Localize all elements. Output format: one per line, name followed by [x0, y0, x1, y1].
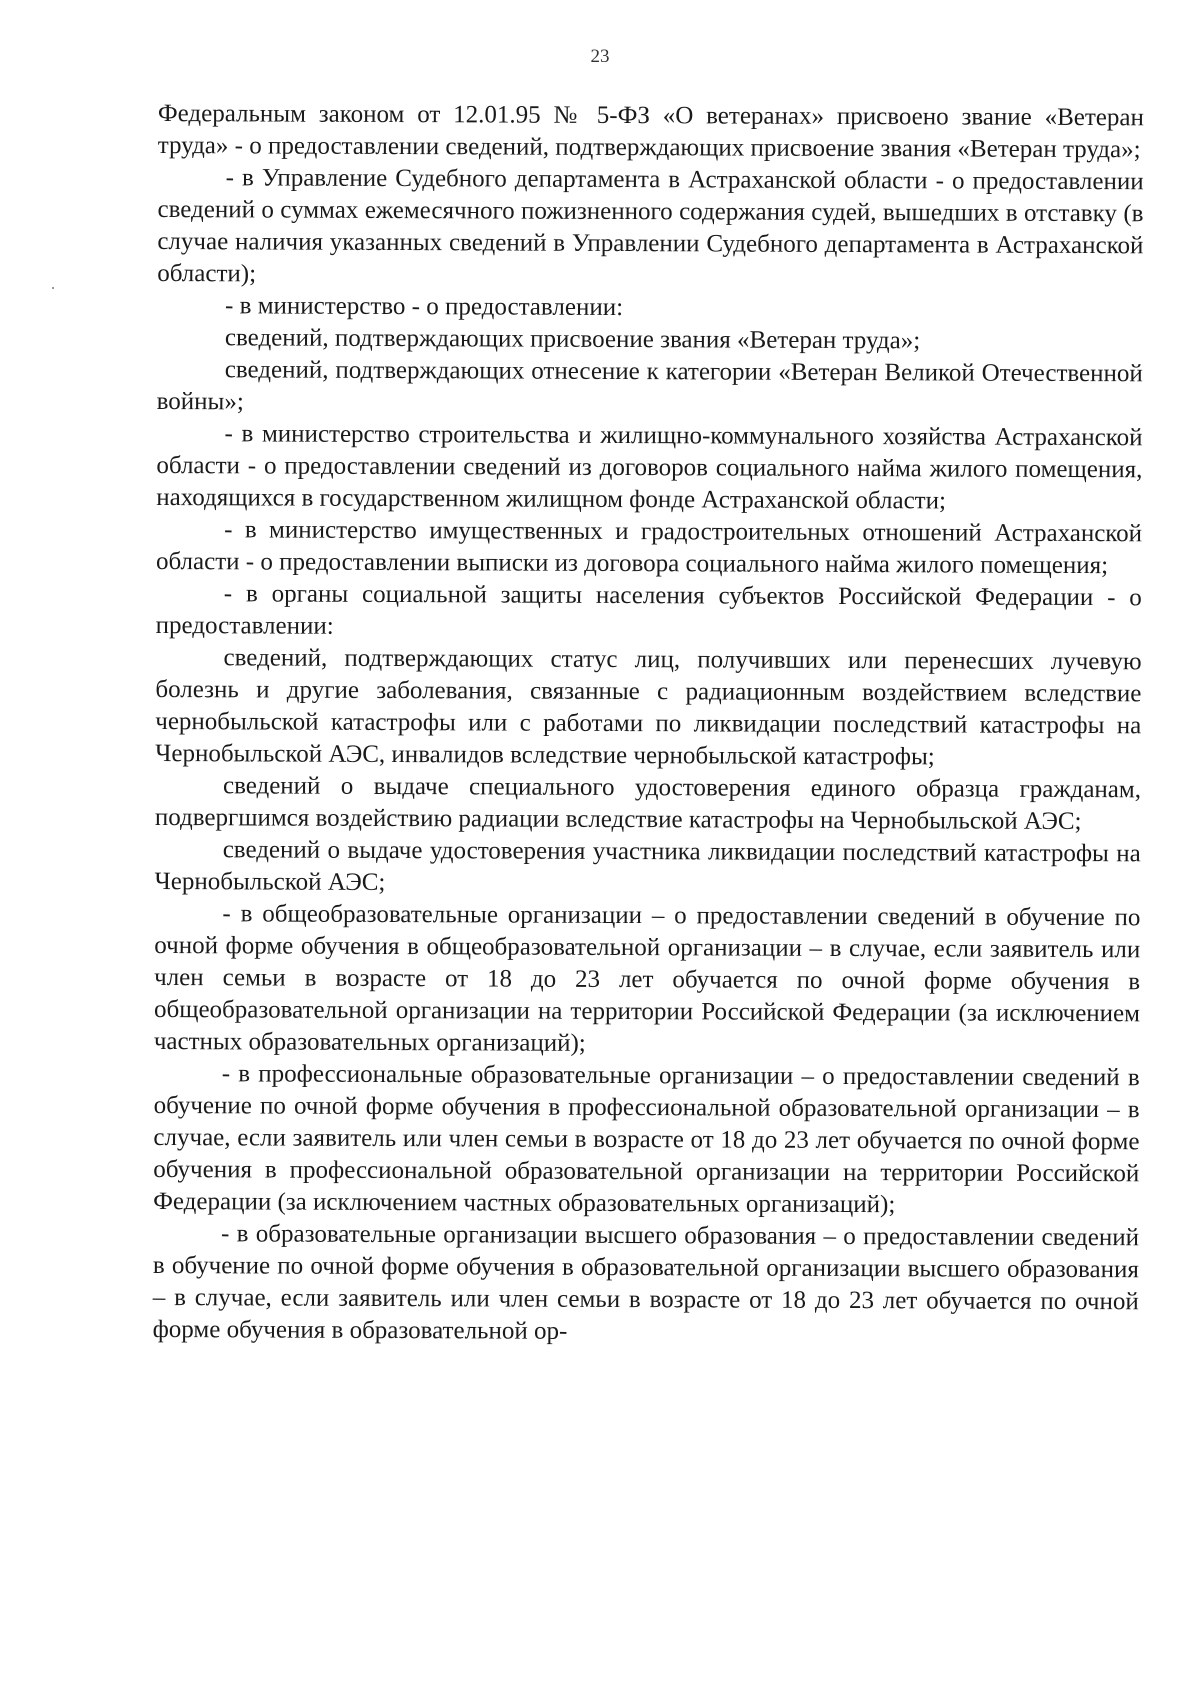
document-body — [153, 98, 1144, 1350]
paragraph-8: - в органы социальной защиты населения субъектов Российской Федерации - о предоставлении: — [155, 580, 1142, 640]
paragraph-4: сведений, подтверждающих присвоение звания «Ветеран труда»; — [224, 324, 921, 355]
page-number: 23 — [590, 46, 610, 67]
paragraph-10: сведений о выдаче специального удостоверения единого образца гражданам, подвергшимся воздействию радиации вследствие катастрофы на Чернобыльской АЭС; — [154, 772, 1142, 836]
paragraph-14: - в образовательные организации высшего образования – о предоставлении сведений в обучение по очной форме обучения в образовательной организации высшего образования – в случае, если заявитель или член семьи в возрасте от 18 до 23 лет обучается по очной форме обучения в образовательной ор- — [152, 1220, 1140, 1345]
paragraph-1: Федеральным законом от 12.01.95 № 5-ФЗ «О ветеранах» присвоено звание «Ветеран труда» - о предоставлении сведений, подтверждающих присвоение звания «Ветеран труда»; — [157, 99, 1144, 164]
scan-speck — [52, 287, 54, 289]
paragraph-5: сведений, подтверждающих отнесение к категории «Ветеран Великой Отечественной войны»; — [156, 356, 1143, 416]
paragraph-3: - в министерство - о предоставлении: — [225, 292, 624, 322]
paragraph-11: сведений о выдаче удостоверения участника ликвидации последствий катастрофы на Чернобыльской АЭС; — [154, 836, 1141, 896]
paragraph-6: - в министерство строительства и жилищно-коммунального хозяйства Астраханской области - о предоставлении сведений из договоров социального найма жилого помещения, находящихся в государственном жилищном фонде Астраханской области; — [156, 420, 1143, 515]
paragraph-9: сведений, подтверждающих статус лиц, получивших или перенесших лучевую болезнь и другие заболевания, связанные с радиационным воздействием вследствие чернобыльской катастрофы или с работами по ликвидации последствий катастрофы на Чернобыльской АЭС, инвалидов вследствие чернобыльской катастрофы; — [155, 644, 1142, 771]
paragraph-2: - в Управление Судебного департамента в Астраханской области - о предоставлении сведений о суммах ежемесячного пожизненного содержания судей, вышедших в отставку (в случае наличия указанных сведений в Управлении Судебного департамента в Астраханской области); — [157, 164, 1144, 288]
paragraph-12: - в общеобразовательные организации – о предоставлении сведений в обучение по очной форме обучения в общеобразовательной организации – в случае, если заявитель или член семьи в возрасте от 18 до 23 лет обучается по очной форме обучения в общеобразовательной организации на территории Российской Федерации (за исключением частных образовательных организаций); — [153, 900, 1141, 1057]
paragraph-7: - в министерство имущественных и градостроительных отношений Астраханской области - о предоставлении выписки из договора социального найма жилого помещения; — [155, 516, 1143, 580]
paragraph-13: - в профессиональные образовательные организации – о предоставлении сведений в обучение по очной форме обучения в профессиональной образовательной организации – в случае, если заявитель или член семьи в возрасте от 18 до 23 лет обучается по очной форме обучения в профессиональной образовательной организации на территории Российской Федерации (за исключением частных образовательных организаций); — [153, 1060, 1140, 1219]
